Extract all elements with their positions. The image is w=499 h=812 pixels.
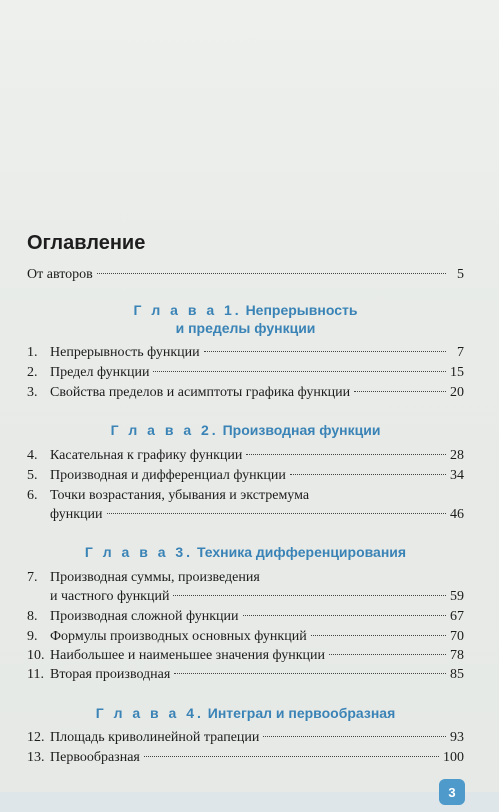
leader-dots [173,595,446,596]
chapter-heading-1: Г л а в а 1. Непрерывность [133,302,358,318]
leader-dots [144,756,439,757]
toc-entry-line2[interactable]: функции 46 [50,507,464,522]
leader-dots [329,654,446,655]
toc-entry[interactable]: 2. Предел функции 15 [27,365,464,380]
leader-dots [204,351,446,352]
toc-entry-line1[interactable]: 7. Производная суммы, произведения [27,570,260,585]
toc-entry[interactable]: 9. Формулы производных основных функций 70 [27,629,464,644]
toc-entry[interactable]: 1. Непрерывность функции 7 [27,345,464,360]
leader-dots [311,635,446,636]
chapter-heading-1-line2: и пределы функции [175,320,316,336]
leader-dots [97,273,446,274]
footer-bar [0,792,499,812]
chapter-heading-4: Г л а в а 4. Интеграл и первообразная [95,705,396,721]
leader-dots [263,736,446,737]
leader-dots [174,673,446,674]
leader-dots [290,474,446,475]
leader-dots [107,513,447,514]
toc-entry[interactable]: 4. Касательная к графику функции 28 [27,448,464,463]
toc-entry[interactable]: 5. Производная и дифференциал функции 34 [27,468,464,483]
chapter-heading-3: Г л а в а 3. Техника дифференцирования [84,544,407,560]
chapter-heading-2: Г л а в а 2. Производная функции [110,422,381,438]
leader-dots [243,615,446,616]
toc-entry[interactable]: 12. Площадь криволинейной трапеции 93 [27,730,464,745]
toc-entry-page: 5 [457,267,464,282]
leader-dots [246,454,446,455]
toc-entry[interactable]: 3. Свойства пределов и асимптоты графика функции 20 [27,385,464,400]
page-title: Оглавление [27,232,146,254]
toc-entry-text: От авторов [27,267,93,282]
toc-entry[interactable]: 10. Наибольшее и наименьшее значения функции 78 [27,648,464,663]
leader-dots [354,391,446,392]
toc-entry-line2[interactable]: и частного функций 59 [50,589,464,604]
leader-dots [153,371,446,372]
toc-entry[interactable]: 13. Первообразная 100 [27,750,464,765]
toc-entry[interactable]: 8. Производная сложной функции 67 [27,609,464,624]
toc-entry-line1[interactable]: 6. Точки возрастания, убывания и экстремума [27,488,310,503]
bleed-through [50,62,471,102]
toc-entry-intro[interactable] [27,266,464,283]
page-number-badge: 3 [439,779,465,805]
toc-entry[interactable]: 11. Вторая производная 85 [27,667,464,682]
